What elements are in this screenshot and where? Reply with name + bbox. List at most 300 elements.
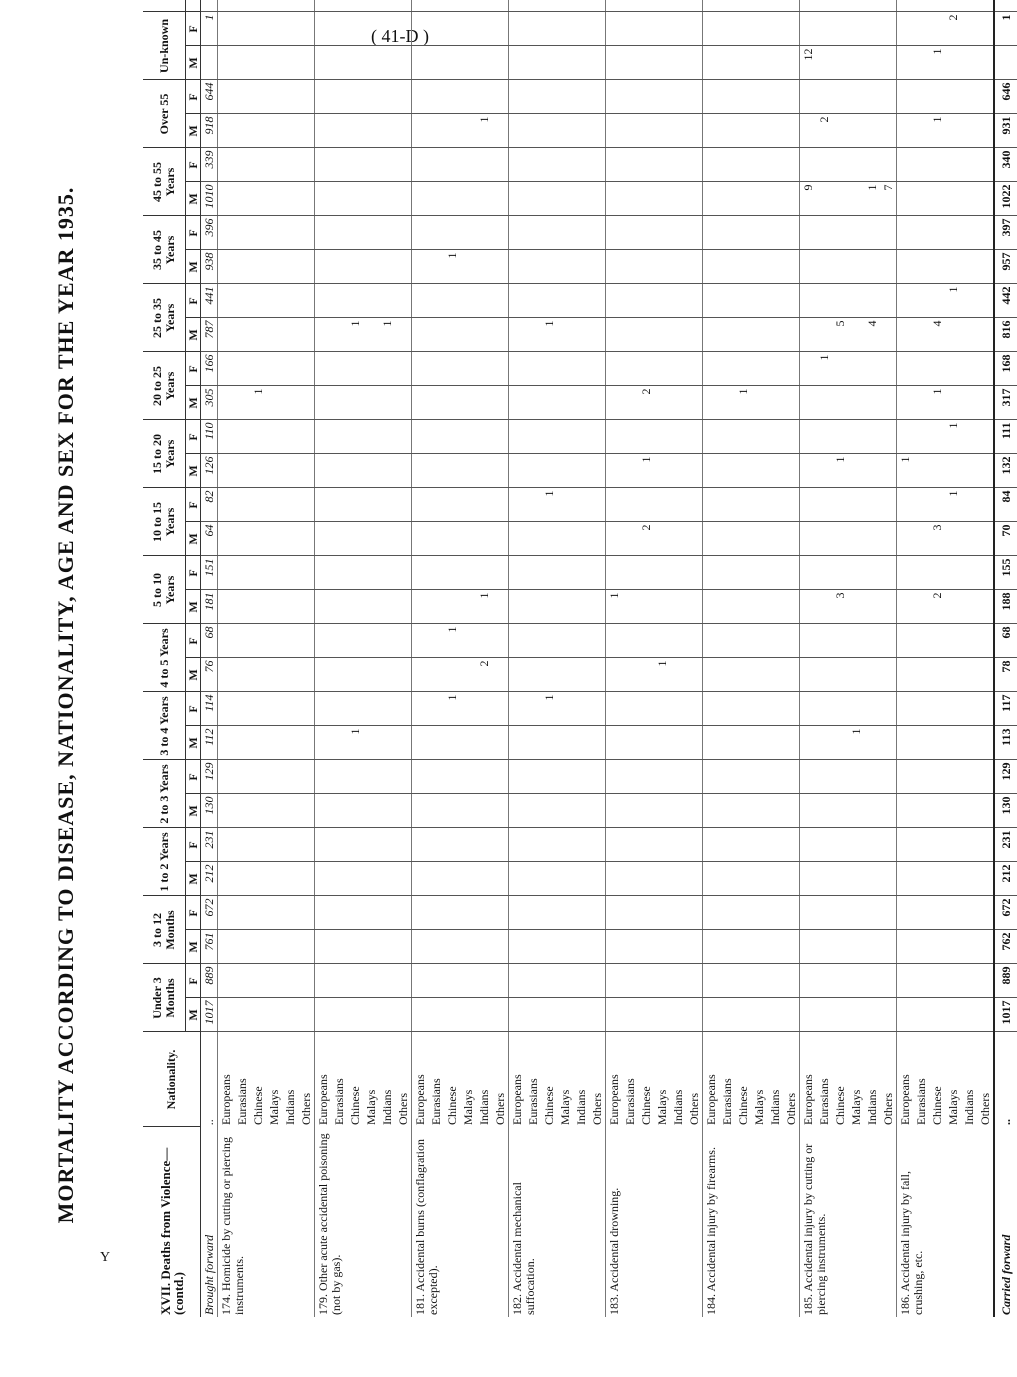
table-cell <box>331 556 347 590</box>
table-cell <box>541 148 557 182</box>
table-cell <box>250 896 266 930</box>
table-cell <box>686 590 703 624</box>
table-cell: 317 <box>994 386 1017 420</box>
table-cell <box>719 0 735 12</box>
age-group-header: Under 3 Months <box>143 964 186 1032</box>
table-cell: 1 <box>994 12 1017 46</box>
age-group-header: 3 to 4 Years <box>143 692 186 760</box>
table-cell <box>509 998 526 1032</box>
table-row <box>622 0 638 1317</box>
table-cell <box>961 794 977 828</box>
table-cell <box>218 658 235 692</box>
table-cell <box>476 862 492 896</box>
table-cell <box>492 386 509 420</box>
table-cell <box>848 794 864 828</box>
table-cell <box>460 998 476 1032</box>
table-cell <box>977 692 994 726</box>
table-cell <box>541 828 557 862</box>
table-cell <box>800 148 817 182</box>
table-cell <box>767 964 783 998</box>
table-cell <box>379 930 395 964</box>
table-cell <box>476 80 492 114</box>
table-cell <box>719 896 735 930</box>
table-cell <box>864 12 880 46</box>
table-cell <box>395 284 412 318</box>
table-cell: 1 <box>654 658 670 692</box>
table-row <box>864 0 880 1317</box>
table-cell <box>832 896 848 930</box>
table-cell <box>234 386 250 420</box>
table-cell <box>929 488 945 522</box>
table-cell <box>525 284 541 318</box>
table-cell <box>913 386 929 420</box>
table-cell <box>832 420 848 454</box>
table-cell <box>379 998 395 1032</box>
table-cell <box>832 80 848 114</box>
table-cell <box>897 318 914 352</box>
table-cell <box>460 420 476 454</box>
table-cell <box>379 284 395 318</box>
table-cell <box>412 760 429 794</box>
table-cell <box>266 624 282 658</box>
table-cell <box>864 726 880 760</box>
table-cell <box>638 556 654 590</box>
table-cell <box>266 692 282 726</box>
table-cell <box>363 828 379 862</box>
table-cell <box>476 284 492 318</box>
male-header: M <box>186 930 201 964</box>
table-cell <box>880 114 897 148</box>
table-cell <box>783 998 800 1032</box>
table-cell <box>428 182 444 216</box>
table-cell <box>444 148 460 182</box>
table-cell <box>913 352 929 386</box>
table-cell <box>298 0 315 12</box>
table-cell <box>509 454 526 488</box>
table-cell <box>444 46 460 80</box>
table-cell <box>509 692 526 726</box>
table-cell <box>977 964 994 998</box>
table-cell <box>509 726 526 760</box>
table-cell <box>735 760 751 794</box>
table-cell <box>573 12 589 46</box>
table-cell <box>250 148 266 182</box>
table-cell <box>735 590 751 624</box>
table-cell <box>589 896 606 930</box>
table-cell <box>525 522 541 556</box>
table-cell <box>492 250 509 284</box>
table-cell <box>315 522 332 556</box>
table-cell <box>218 794 235 828</box>
table-cell <box>897 624 914 658</box>
table-cell <box>282 114 298 148</box>
table-cell <box>282 216 298 250</box>
table-cell <box>654 726 670 760</box>
table-cell <box>234 556 250 590</box>
table-cell <box>800 590 817 624</box>
table-cell <box>492 828 509 862</box>
table-cell <box>622 12 638 46</box>
table-cell <box>444 794 460 828</box>
table-cell <box>363 318 379 352</box>
table-cell <box>331 0 347 12</box>
table-cell <box>719 182 735 216</box>
table-cell <box>476 964 492 998</box>
table-cell <box>460 148 476 182</box>
table-cell <box>670 896 686 930</box>
table-cell <box>686 12 703 46</box>
table-cell: 1 <box>897 454 914 488</box>
table-cell <box>379 828 395 862</box>
table-cell <box>331 352 347 386</box>
table-cell <box>703 318 720 352</box>
table-cell <box>234 12 250 46</box>
table-cell <box>735 284 751 318</box>
table-cell <box>250 0 266 12</box>
table-cell <box>492 930 509 964</box>
table-cell: 2 <box>476 658 492 692</box>
table-cell <box>250 488 266 522</box>
table-cell <box>751 488 767 522</box>
table-cell <box>509 420 526 454</box>
table-cell <box>509 896 526 930</box>
age-group-header: 1 to 2 Years <box>143 828 186 896</box>
table-cell <box>234 420 250 454</box>
table-cell <box>832 692 848 726</box>
table-cell <box>573 930 589 964</box>
table-cell: 78 <box>994 658 1017 692</box>
table-cell <box>767 386 783 420</box>
carried-forward-label: Carried forward <box>994 1127 1017 1317</box>
table-cell <box>525 352 541 386</box>
table-cell <box>864 80 880 114</box>
table-cell <box>945 0 961 12</box>
table-cell: 1 <box>638 454 654 488</box>
table-cell <box>606 420 623 454</box>
table-cell <box>509 12 526 46</box>
table-cell <box>492 522 509 556</box>
table-cell <box>541 12 557 46</box>
cause-label: 183. Accidental drowning. <box>606 1127 703 1317</box>
table-cell <box>412 522 429 556</box>
table-cell <box>961 658 977 692</box>
table-cell <box>848 760 864 794</box>
table-cell <box>331 420 347 454</box>
table-cell <box>654 828 670 862</box>
table-cell <box>331 12 347 46</box>
table-cell <box>686 250 703 284</box>
table-cell <box>783 624 800 658</box>
table-cell <box>428 624 444 658</box>
table-cell <box>783 522 800 556</box>
table-cell <box>541 420 557 454</box>
table-cell <box>864 386 880 420</box>
table-cell <box>686 284 703 318</box>
table-cell <box>897 862 914 896</box>
table-cell <box>412 250 429 284</box>
nationality-header: Nationality. <box>143 1032 201 1127</box>
table-cell <box>492 46 509 80</box>
table-cell <box>686 998 703 1032</box>
table-row <box>880 0 897 1317</box>
table-cell <box>816 692 832 726</box>
table-cell <box>961 0 977 12</box>
table-cell <box>266 828 282 862</box>
table-cell <box>250 862 266 896</box>
table-cell <box>961 386 977 420</box>
table-cell <box>234 760 250 794</box>
table-cell <box>492 488 509 522</box>
table-cell <box>751 318 767 352</box>
table-cell <box>735 522 751 556</box>
table-cell <box>816 80 832 114</box>
table-cell <box>654 998 670 1032</box>
table-cell <box>751 250 767 284</box>
nationality-label: Indians <box>574 1089 588 1125</box>
table-cell <box>800 318 817 352</box>
table-cell <box>848 522 864 556</box>
table-cell <box>298 420 315 454</box>
table-cell <box>589 46 606 80</box>
table-cell <box>638 964 654 998</box>
table-cell <box>654 352 670 386</box>
table-cell <box>606 80 623 114</box>
table-cell <box>525 386 541 420</box>
table-cell <box>961 420 977 454</box>
table-cell: 816 <box>994 318 1017 352</box>
table-cell <box>315 46 332 80</box>
table-cell <box>913 590 929 624</box>
age-group-header: 20 to 25 Years <box>143 352 186 420</box>
table-cell <box>395 624 412 658</box>
table-cell <box>557 318 573 352</box>
table-cell <box>913 794 929 828</box>
table-cell <box>379 726 395 760</box>
table-cell <box>832 0 848 12</box>
table-cell <box>929 692 945 726</box>
table-cell <box>751 794 767 828</box>
cause-label: 182. Accidental mechanical suffocation. <box>509 1127 606 1317</box>
table-cell <box>363 0 379 12</box>
table-cell <box>897 0 914 12</box>
table-cell <box>606 318 623 352</box>
table-cell <box>897 352 914 386</box>
table-cell <box>395 726 412 760</box>
table-cell <box>654 692 670 726</box>
table-cell <box>379 250 395 284</box>
table-cell <box>331 454 347 488</box>
table-cell <box>703 998 720 1032</box>
table-cell <box>670 624 686 658</box>
table-cell <box>541 590 557 624</box>
table-cell <box>282 386 298 420</box>
table-cell <box>929 794 945 828</box>
table-cell <box>945 250 961 284</box>
table-cell <box>686 488 703 522</box>
table-row <box>913 0 929 1317</box>
table-cell <box>315 386 332 420</box>
nationality-label: Chinese <box>542 1086 556 1125</box>
table-cell <box>412 488 429 522</box>
table-cell <box>557 522 573 556</box>
table-cell <box>638 216 654 250</box>
table-cell <box>573 0 589 12</box>
table-cell <box>266 862 282 896</box>
table-cell <box>816 12 832 46</box>
table-cell <box>638 794 654 828</box>
table-cell <box>961 46 977 80</box>
table-cell <box>767 794 783 828</box>
table-cell <box>589 964 606 998</box>
table-row <box>573 0 589 1317</box>
table-cell <box>573 964 589 998</box>
table-cell <box>460 828 476 862</box>
table-cell <box>800 998 817 1032</box>
table-cell <box>525 998 541 1032</box>
table-cell <box>800 488 817 522</box>
table-cell: 212 <box>201 862 218 896</box>
table-cell <box>897 284 914 318</box>
table-cell <box>622 794 638 828</box>
table-cell <box>670 284 686 318</box>
table-cell <box>654 556 670 590</box>
table-cell <box>622 454 638 488</box>
table-cell <box>363 386 379 420</box>
table-cell <box>800 0 817 12</box>
table-cell <box>767 0 783 12</box>
table-cell <box>606 522 623 556</box>
table-cell <box>622 726 638 760</box>
table-cell <box>395 80 412 114</box>
table-row <box>589 0 606 1317</box>
table-cell <box>977 624 994 658</box>
table-cell <box>622 896 638 930</box>
table-cell <box>848 46 864 80</box>
table-cell <box>897 896 914 930</box>
table-cell: 931 <box>994 114 1017 148</box>
table-cell: 644 <box>201 80 218 114</box>
table-cell <box>589 522 606 556</box>
table-cell <box>961 182 977 216</box>
table-cell <box>929 454 945 488</box>
table-cell <box>282 12 298 46</box>
table-cell <box>945 794 961 828</box>
table-cell <box>444 590 460 624</box>
table-cell <box>460 114 476 148</box>
table-cell <box>686 420 703 454</box>
table-cell <box>363 658 379 692</box>
table-cell <box>492 726 509 760</box>
table-cell <box>816 0 832 12</box>
table-cell <box>735 148 751 182</box>
table-cell <box>977 930 994 964</box>
table-cell <box>751 352 767 386</box>
table-cell <box>929 182 945 216</box>
table-cell <box>719 726 735 760</box>
table-cell <box>331 114 347 148</box>
table-cell <box>266 760 282 794</box>
table-cell <box>298 760 315 794</box>
table-cell <box>589 828 606 862</box>
table-cell <box>395 930 412 964</box>
table-cell <box>961 828 977 862</box>
table-cell: 4 <box>929 318 945 352</box>
table-cell <box>315 862 332 896</box>
table-cell <box>994 46 1017 80</box>
table-cell <box>428 998 444 1032</box>
table-cell <box>751 420 767 454</box>
table-cell <box>880 148 897 182</box>
table-cell <box>509 250 526 284</box>
table-cell <box>589 250 606 284</box>
table-cell <box>395 420 412 454</box>
table-cell <box>767 12 783 46</box>
table-cell <box>880 386 897 420</box>
table-cell <box>945 352 961 386</box>
table-cell <box>363 420 379 454</box>
table-cell <box>929 828 945 862</box>
table-cell <box>509 760 526 794</box>
table-cell <box>250 80 266 114</box>
table-cell <box>412 80 429 114</box>
table-cell <box>363 862 379 896</box>
table-cell <box>331 590 347 624</box>
table-cell <box>638 998 654 1032</box>
table-cell <box>816 284 832 318</box>
table-row <box>444 0 460 1317</box>
table-cell <box>428 12 444 46</box>
table-cell <box>234 726 250 760</box>
table-cell <box>573 556 589 590</box>
table-cell <box>444 556 460 590</box>
table-cell <box>783 318 800 352</box>
table-cell <box>719 760 735 794</box>
nationality-label: Malays <box>558 1089 572 1125</box>
age-group-header: 35 to 45 Years <box>143 216 186 284</box>
table-cell <box>412 182 429 216</box>
table-cell <box>913 624 929 658</box>
table-cell <box>460 590 476 624</box>
table-cell <box>492 998 509 1032</box>
table-cell: 76 <box>201 658 218 692</box>
table-cell <box>945 182 961 216</box>
table-cell: 1022 <box>994 182 1017 216</box>
table-cell <box>525 964 541 998</box>
table-cell <box>864 930 880 964</box>
table-cell <box>686 0 703 12</box>
nationality-label: Eurasians <box>332 1078 346 1125</box>
table-cell: 889 <box>994 964 1017 998</box>
table-cell <box>541 624 557 658</box>
table-cell <box>751 182 767 216</box>
table-cell <box>444 488 460 522</box>
table-cell <box>460 352 476 386</box>
table-cell <box>509 0 526 12</box>
table-cell <box>525 862 541 896</box>
table-cell <box>961 284 977 318</box>
table-row <box>719 0 735 1317</box>
table-cell <box>557 454 573 488</box>
table-cell <box>395 794 412 828</box>
table-cell: 1 <box>476 590 492 624</box>
table-cell <box>250 12 266 46</box>
table-cell <box>800 862 817 896</box>
female-header: F <box>186 352 201 386</box>
table-cell <box>897 250 914 284</box>
table-cell: 305 <box>201 386 218 420</box>
table-cell <box>654 624 670 658</box>
table-cell <box>218 590 235 624</box>
